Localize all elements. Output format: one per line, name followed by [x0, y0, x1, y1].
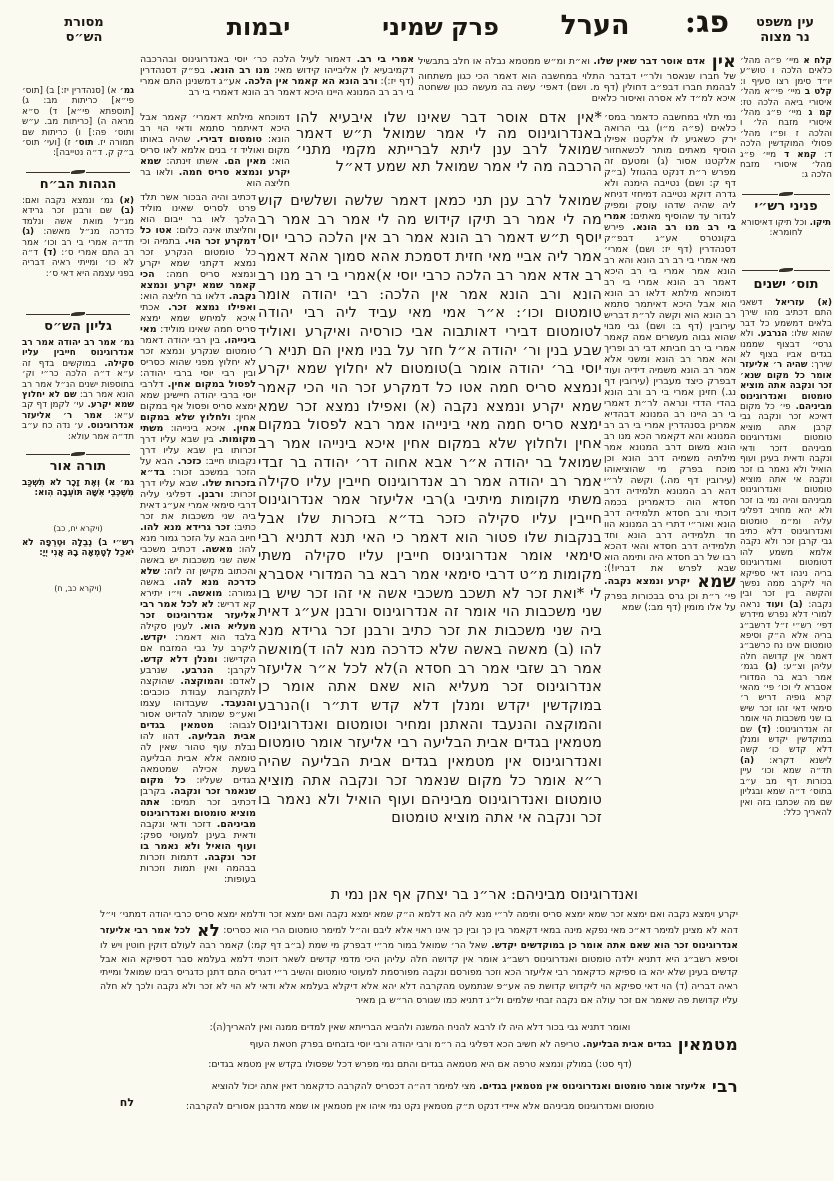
hagahot-habach-text: (א) גמ׳ ונמצא נקבה ואם: (ב) שם ורבנן זכר גרידא מנ״ל מואת אשה ונלמד כדרכה מנ״ל מאשה: (ג) תד״ה אמרי בי רב וכו׳ אמר רב התם אמרי ס׳: (ד) ד״ה לא כו׳ ומייתי ראיה דבריה בפני עצמה היא דאי ס׳: [22, 196, 134, 279]
rashi-mid-block: דמוכחא מילתא דאמרי׳ קאמר אבל היכא דאיתמר סתמא ודאי הוי רב הונא: טומטום דבירי. שהיה באותו מקום ואוליד ז׳ בנים אלמא לאו סריס הוא: מאין הם. אשתו זינתה: שמא יקרע ונמצא סריס חמה. ולאו בר חליצה הוא [140, 112, 290, 189]
masoret-title [34, 16, 134, 45]
masoret-title-line1: מסורת [64, 15, 104, 30]
ein-mishpat-title [738, 16, 832, 45]
tosafot-bottom-center-line: ואומר דתניא גבי בכור דלא היה לו לרבא להניח המשנה ולהביא הברייתא שאין למדים ממנה ואין להאריך(ה): [209, 1022, 631, 1033]
header-tractate: יבמות [226, 12, 291, 41]
divider-ornament-icon [742, 268, 830, 272]
tosafot-paragraph-1-line-2: (דף סט:) במולק ונמצא טרפה אם היא מטמאה בגדים והתם נמי מפרש דכל שפסולו בקדש אין מטמא בגדים: [208, 1059, 632, 1070]
masoret-refs: גמ׳ א) [סנהדרין יז:] ב) [תוס׳ פי״א] כריתות מב: ג) [תוספתא פי״א] ד) ס״א מראה ה) [כריתות מב. ע״ש ותוס׳ פה:] ו) כריתות שם תמורה יז. תוס׳ ז) [ועי׳ תוס׳ ב״ק ק. ד״ה נטייבה]: [22, 86, 134, 159]
ein-mishpat-title-line2: נר מצוה [760, 29, 810, 45]
tosafot-paragraph-1-line-1: מטמאין בגדים אבית הבליעה. טריפה לא חשיב הכא דפליגי בה ר״מ ורבי יהודה ורבי יוסי בזבחים בפרק חטאת העוף [249, 1036, 738, 1054]
tosafot-column: נמי תלוי במחשבה כדאמר במס׳ כלאים (פ״ה מ״ו) גבי הרואה ירק כשאגיע לו אלקטנו אפילו הוסיף מאתים מותר לכשאחזור אלקטנו אסור (ג) ומטעם זה מפרש ר״ת דנקט בהגוזל (ב״ק דף ק: ושם) נטייבה הימנה ולא גדרה דוקא נטייבה דמיחזי דניחא ליה שהיה שדהו עוסק ומפיק לגדור עד שהוסיף מאתים: אמרי בי רב מנו רב הונא. פירש בקונטרס אע״ג דבפ״ק דסנהדרין (דף יז: ושם) אמרי׳ מאי אמרי בי רב רב הונא והא רב הונא אמר אמרי בי רב היכא דאמר רב הונא אמרי בי רב דמוכחא מילתא דלאו רב הונא הוא אבל היכא דאיתמר סתמא רב הונא הוא וקשה לר״ת דבריש עירובין (דף ב: ושם) גבי מבוי שהוא גבוה מעשרים אמה קאמר אמרי בי רב חביתא דבי רב ופריך והא אמר רב הונא ומשני אלא אמר רב הונא משמיה דידיה ועוד דבפרק כיצד מעברין (עירובין דף נג.) חזינן אמרי בי רב ורב הונא בהדי הדדי ונראה לר״ת דאמרי בי רב היינו רב המנונא דבהדיא אמרינן בסנהדרין אמרי בי רב רב המנונא והא דקאמר הכא מנו רב הונא משום דרב המנונא אמר מילתיה משמיה דרב הונא וכן מוכח בפרק מי שהוציאוהו (עירובין דף מה.) וקשה לר״י דהא רב המנונא תלמידיה דרב חסדא הוה כדאמרינן בכמה דוכתי ורב חסדא תלמידיה דרב הונא ואור״י דתרי רב המנונא הוו חד תלמידיה דרב הונא וחד תלמידיה דרב חסדא והאי דהכא רבו של רב חסדא היה ותימה הוא שבא לפרש את דבריו!): שמא יקרע ונמצא נקבה. פי׳ ר״ת וכן גרס בבכורות בפרק על אלו מומין (דף מב:) שמא [604, 112, 736, 614]
gilyon-hashas-text: גמ׳ אמר רב יהודה אמר רב אנדרוגינוס חייבין עליו סקילה. במוקשים בדף זה ע״א ד״ה הלכה כר״י וק׳ בתוספות ישנים הנ״ל אמר רב הונא אמר רב: שם לא יחלוץ שמא יקרע. עי׳ לקמן דף קב ע״א: אמר ר׳ אליעזר אנדרוגינוס. ע׳ נדה כח ע״ב תד״ה אמר עולא: [22, 338, 134, 442]
divider-ornament-icon [26, 170, 130, 174]
gemara-main-text: שמואל לרב ענן תני כמאן דאמר שלשה ושלשים קוש מה לי אמר רב תיקו קידוש מה לי אמר רב אמר רב יוסף ת״ש דאמר רב הונא אמר רב אין הלכה כרבי יוסי אמר ליה אביי מאי חזית דסמכת אהא סמוך אהא דאמר רב אדא אמר רב הלכה כרבי יוסי א)אמרי בי רב מנו רב הונא ורב הונא אמר אין הלכה: רבי יהודה אומר טומטום וכו׳: א״ר אמי מאי עביד ליה רבי יהודה לטומטום דבירי דאותבוה אבי כורסיה ואיקרע ואוליד שבע בנין ור׳ יהודה א״ל חזר על בניו מאין הם תניא ר׳ יוסי בר׳ יהודה אומר ב)טומטום לא יחלוץ שמא יקרע ונמצא סריס חמה אטו כל דמקרע זכר הוי הכי קאמר שמא יקרע ונמצא נקבה (א) ואפילו נמצא זכר שמא ימצא סריס חמה מאי בינייהו אמר רבא לפסול במקום אחין ולחלוץ שלא במקום אחין איכא בינייהו אמר רב שמואל בר יהודה א״ר אבא אחוה דר׳ יהודה בר זבדי אמר רב יהודה אמר רב אנדרוגינוס חייבין עליו סקילה משתי מקומות מיתיבי ג)רבי אליעזר אמר אנדרוגינוס חייבין עליו סקילה כזכר בד״א בזכרות שלו אבל בנקבות שלו פטור הוא דאמר כי האי תנא דתניא רבי סימאי אומר אנדרוגינוס חייבין עליו סקילה משתי מקומות מ״ט דרבי סימאי אמר רבא בר המדורי אסברא לי *ואת זכר לא תשכב משכבי אשה אי זהו זכר שיש בו שני משכבות הוי אומר זה אנדרוגינוס ורבנן אע״ג דאית ביה שני משכבות את זכר כתיב ורבנן זכר גרידא מנא להו (ב) מאשה באשה שלא כדרכה מנא להו ד)מואשה אמר רב שזבי אמר רב חסדא ה)לא לכל א״ר אליעזר אנדרוגינוס זכר מעליא הוא שאם אתה אומר כן במוקדשין יקדש ומנלן דלא קדש דת״ר ו)הנרבע והמוקצה והנעבד והאתנן ומחיר וטומטום ואנדרוגינוס מטמאין בגדים אבית הבליעה רבי אליעזר אומר טומטום ואנדרוגינוס אין מטמאין בגדים אבית הבליעה שהיה ר״א אומר כל מקום שנאמר זכר ונקבה אתה מוציא טומטום ואנדרוגינוס מביניהם ועוף הואיל ולא נאמר בו זכר ונקבה אי אתה מוציא טומטום [258, 193, 602, 827]
pninei-rashi-text: תיקו. וכל תיקו דאיסורא לחומרא: [740, 218, 832, 239]
header-daf-number: פג: [684, 5, 730, 40]
gathering-signature: לח [119, 1096, 134, 1109]
ein-mishpat-entries: קלח א מיי׳ פ״ה מהל׳ כלאים הלכה ו טוש״ע יו״ד סימן רצו סעיף ו: קלט ב מיי׳ פי״א מהל׳ איסורי ביאה הלכה טז: קמ ג מיי׳ פ״ג מהל׳ איסורי מזבח הל׳ ו והלכה ז ופ״ו מהל׳ פסולי המוקדשין הלכה ד: קמא ד מיי׳ פ״ג מהל׳ איסורי מזבח הלכה ג: [740, 56, 832, 181]
tosafot-paragraph-2-line-1: רבי אליעזר אומר טומטום ואנדרוגינוס אין מטמאין בגדים. מצי למימר דה״ה דכסריס להקרבה כדקאמר דאין אתה יכול להוציא [211, 1078, 738, 1096]
tosafot-paragraph-2-line-2: טומטום ואנדרוגינוס מביניהם אלא איידי דנקט ת״ק מטמאין נקט נמי איהו אין מטמאין או שמא מדרבנן אסורים להקרבה: [186, 1101, 654, 1112]
torah-or-verse-2: רש״י ב) נְבֵלָה וּטְרֵפָה לֹא יֹאכַל לְטָמְאָה בָהּ אֲנִי יְיָ: [22, 538, 134, 559]
divider-ornament-icon [26, 452, 130, 456]
torah-or-title: תורה אור [49, 459, 107, 474]
tosafot-bottom-block: יקרע וימצא נקבה ואם ימצא זכר שמא ימצא סריס ותימה לר״י מנא ליה הא דלמא ה״ק שמא ימצא נקבה ואם ימצא זכר ודלמא ימצא סריס כרבי יהודה דמתני׳ וי״ל דהא לא מצינן למימר דא״כ מאי נפקא מינה במאי דקאמר בין כך ובין כך אינו ראוי אלא ליבם וה״ל למימר טומטום הרי הוא כסריס: לא לכל אמר רבי אליעזר אנדרוגינוס זכר הוא שאם אתה אומר כן במוקדשים יקדש. שאל הר׳ שמואל במור מר״י דבפרק מי שמת (ב״ב דף קמ:) קאמר רבה לעולם דוקין חוטין ויש לו וסיפא רשב״ג היא דתניא ילדה טומטום ואנדרוגינוס רשב״ג אומר אין קדושה חלה עליהן היכי מדמי קדשים לשאר דוכתי דלמא בעלמא סבר דספיקא הוא אבל קדשים בעינן שלא יהא בו ספיקא כדקאמר רבי אליעזר הכא וזכר מפורסם ונקבה מפורסמת למעוטי טומטום והשיב ר״י דגריס התם דתנן כדגריס רבינו שמואל ומייתי ראיה דבריה (ד) הוי דאי ספיקא הוי ליקדוש קדושת פה אע״פ שנתמעט מהקרבה דלא יהא אלא דיקלא בעלמא אלא ודאי לא הוי לא זכר ולא נקבה ולכך לא חלה עליו קדושת פה שאמר אם זכר עולה אם נקבה זבחי שלמים ול״ג דתניא כמו שגורס הר״ש בן מאיר [100, 909, 738, 1007]
divider-ornament-icon [26, 312, 130, 316]
tosafot-yeshanim-text: (א) עזריאל דשאני התם דכתיב מהו שירך בלאים דמשמע כל דבר שהוא שלו: הנרבע. ולא גרסי׳ דבצוף שממנו בגדים אביו בצוף לא שירך: שהיה ר׳ אליעזר אומר כל מקום שנא׳ זכר ונקבה אתה מוציא טומטום ואנדרוגינוס מביניהם. פי׳ כל מקום דאיכא זכר ונקבה גבי קרבן אתה מוציא טומטום ואנדרוגינוס מביניהם דזכר ודאי ונקבה ודאית בעינן ועוף הואיל ולא נאמר בו זכר ונקבה אי אתה מוציא טומטום ואנדרוגינוס מביניהם והיה נמי בו זכר ולא יהא מחויב דפליגי עליה ומ״מ טומטום ואנדרוגינוס דלא כתיב גבי קרבן זכר ולא נקבה אלמא משמע להו דטומטום ואנדרוגינוס בריה נינהו דאי ספיקא הוי ליקרב ממה נפשך והקשה בין זכר ובין נקבה: (ב) ועוד נראה למורי דלא נפרש מידרש דפי׳ רש״י ז״ל דרשב״ג בריה אלא ה״ק וסיפא טומטום אינו נח כרשב״ג דאמר אין קדושה חלה עליהן וצ״ע: (ג) בגמ׳ אמר רבא בר המדורי אסברא לי וכו׳ פי׳ מהאי קרא גופיה דריש ר׳ סימאי דאי זהו זכר שיש בו שני משכבות הוי אומר זה אנדרוגינוס: (ד) שם במוקדשין יקדש ומנלן דלא קדש כו׳ קשה לישנא דקרא: (ה) תד״ה שמא וכו׳ עיין בכורות דף מב ע״ב בתוס׳ ד״ה שמא ובגליון שם מה שכתבו בזה ואין להאריך כלל: [740, 298, 832, 818]
torah-or-ref-2: (ויקרא כב, ח) [54, 584, 102, 593]
header-chapter-number: פרק שמיני [382, 12, 499, 41]
tosafot-yeshanim-title: תוס׳ ישנים [753, 277, 819, 292]
pninei-rashi-title: פניני רש״י [754, 199, 818, 214]
gemara-opening-lines: *אין אדם אוסר דבר שאינו שלו איבעיא להו באנדרוגינוס מה לי אמר שמואל ת״ש דאמר שמואל לרב ענן ליתא לברייתא מקמי מתני׳ הרכבה מה לי אמר שמואל תא שמע דא״ל [296, 110, 602, 175]
tosafot-top-block: אין אדם אוסר דבר שאין שלו. וא״ת ומ״ש ממטמא נבלה או חלב בתבשיל של חברו שנאסר ולר״י דבדבר התלוי במחשבה הוא דאמר הכי כגון משתחוה לבהמת חברו דבפ״ב דחולין (דף מ. ושם) דאפי׳ עשה בה מעשה כגון ששחטה איכא למ״ד לא אסרה ואיסור כלאים [418, 54, 736, 105]
torah-or-verse-1: גמ׳ א) וְאֶת זָכָר לֹא תִשְׁכַּב מִשְׁכְּבֵי אִשָּׁה תּוֹעֵבָה הִוא: [22, 478, 134, 499]
divider-ornament-icon [742, 192, 830, 196]
header-chapter-name: הערל [560, 10, 630, 41]
masoret-title-line2: הש״ס [65, 29, 103, 45]
rashi-column: דכתיב והיה הבכור אשר תלד פרט לסריס שאינו מוליד הלכך לאו בר ייבום הוא וחליצתו אינה כלום: אטו כל דמקרע זכר הוי. בתמיה וכי כל טומטום הנקרע זכר נמצא דקתני שמא יקרע ונמצא סריס חמה: הכי קאמר שמא יקרע ונמצא נקבה. דלאו בר חליצה הוא: ואפילו נמצא זכר. אכתי איכא למיחש שמא ימצא סריס חמה שאינו מוליד: מאי בינייהו. בין רבי יהודה דאמר טומטום שנקרע ונמצא זכר לא יחלוץ מפני שהוא כסריס ובין רבי יוסי ברבי יהודה: לפסול במקום אחין. דלרבי יוסי ברבי יהודה חיישינן שמא ימצא סריס ופסול אף במקום אחין: ולחלוץ שלא במקום אחין. איכא בינייהו: משתי מקומות. בין שבא עליו דרך זכרותו בין שבא עליו דרך נקבותו חייב: כזכר. הבא על הזכר במשכב זכור: בד״א בזכרות שלו. שבא עליו דרך זכרות: ורבנן. דפליגי עליה דרבי סימאי אמרי אע״ג דאית ביה שני משכבות את זכר כתיב: זכר גרידא מנא להו. חיוב הבא על הזכר גמור מנא להו: מאשה. דכתיב משכבי אשה שני משכבות יש באשה והכתוב מקישן זה לזה: שלא כדרכה מנא להו. באשה גמורה: מואשה. וי״ו יתירא קא דריש: לא לכל אמר רבי אליעזר אנדרוגינוס זכר מעליא הוא. לענין סקילה בלבד הוא דאמר: יקדש. ליקרב על גבי המזבח אם הקדישו: ומנלן דלא קדש. לקרבן: הנרבע. שנרבע לאדם: והמוקצה. שהוקצה לתקרובת עבודת כוכבים: והנעבד. שעבדוהו עצמו ואע״פ שמותר להדיוט אסור לגבוה: מטמאין בגדים אבית הבליעה. דהוו להו נבלת עוף טהור שאין לה טומאה אלא אבית הבליעה בשעת אכילה שמטמאה בגדים שעליו: כל מקום שנאמר זכר ונקבה. בקרבן דכתיב זכר תמים: אתה מוציא טומטום ואנדרוגינוס מביניהם. דזכר ודאי ונקבה ודאית בעינן למעוטי ספק: ועוף הואיל ולא נאמר בו זכר ונקבה. דתמות וזכרות בבהמה ואין תמות וזכרות בעופות: [140, 192, 256, 885]
torah-or-ref-1: (ויקרא יח, כב) [53, 524, 103, 533]
hagahot-habach-title: הגהות הב״ח [39, 177, 117, 192]
ein-mishpat-title-line1: עין משפט [755, 15, 815, 30]
gemara-closing-line: ואנדרוגינוס מביניהם: אר״נ בר יצחק אף אנן נמי ת [330, 887, 638, 903]
gilyon-hashas-title: גליון הש״ס [44, 319, 112, 334]
rashi-top-block: אמרי בי רב. דאמור לעיל הלכה כר׳ יוסי באנדרוגינוס ובהרכבה דקמיבעיא לן אליבייהו קידוש מאי: מנו רב הונא. בפ״ק דסנהדרין (דף יז:): ורב הונא הא קאמר אין הלכה. אע״ג דמשנינן התם אמרי בי רב רב המנונא היינו היכא דאמר רב הונא דאמרי בי רב [140, 54, 414, 98]
